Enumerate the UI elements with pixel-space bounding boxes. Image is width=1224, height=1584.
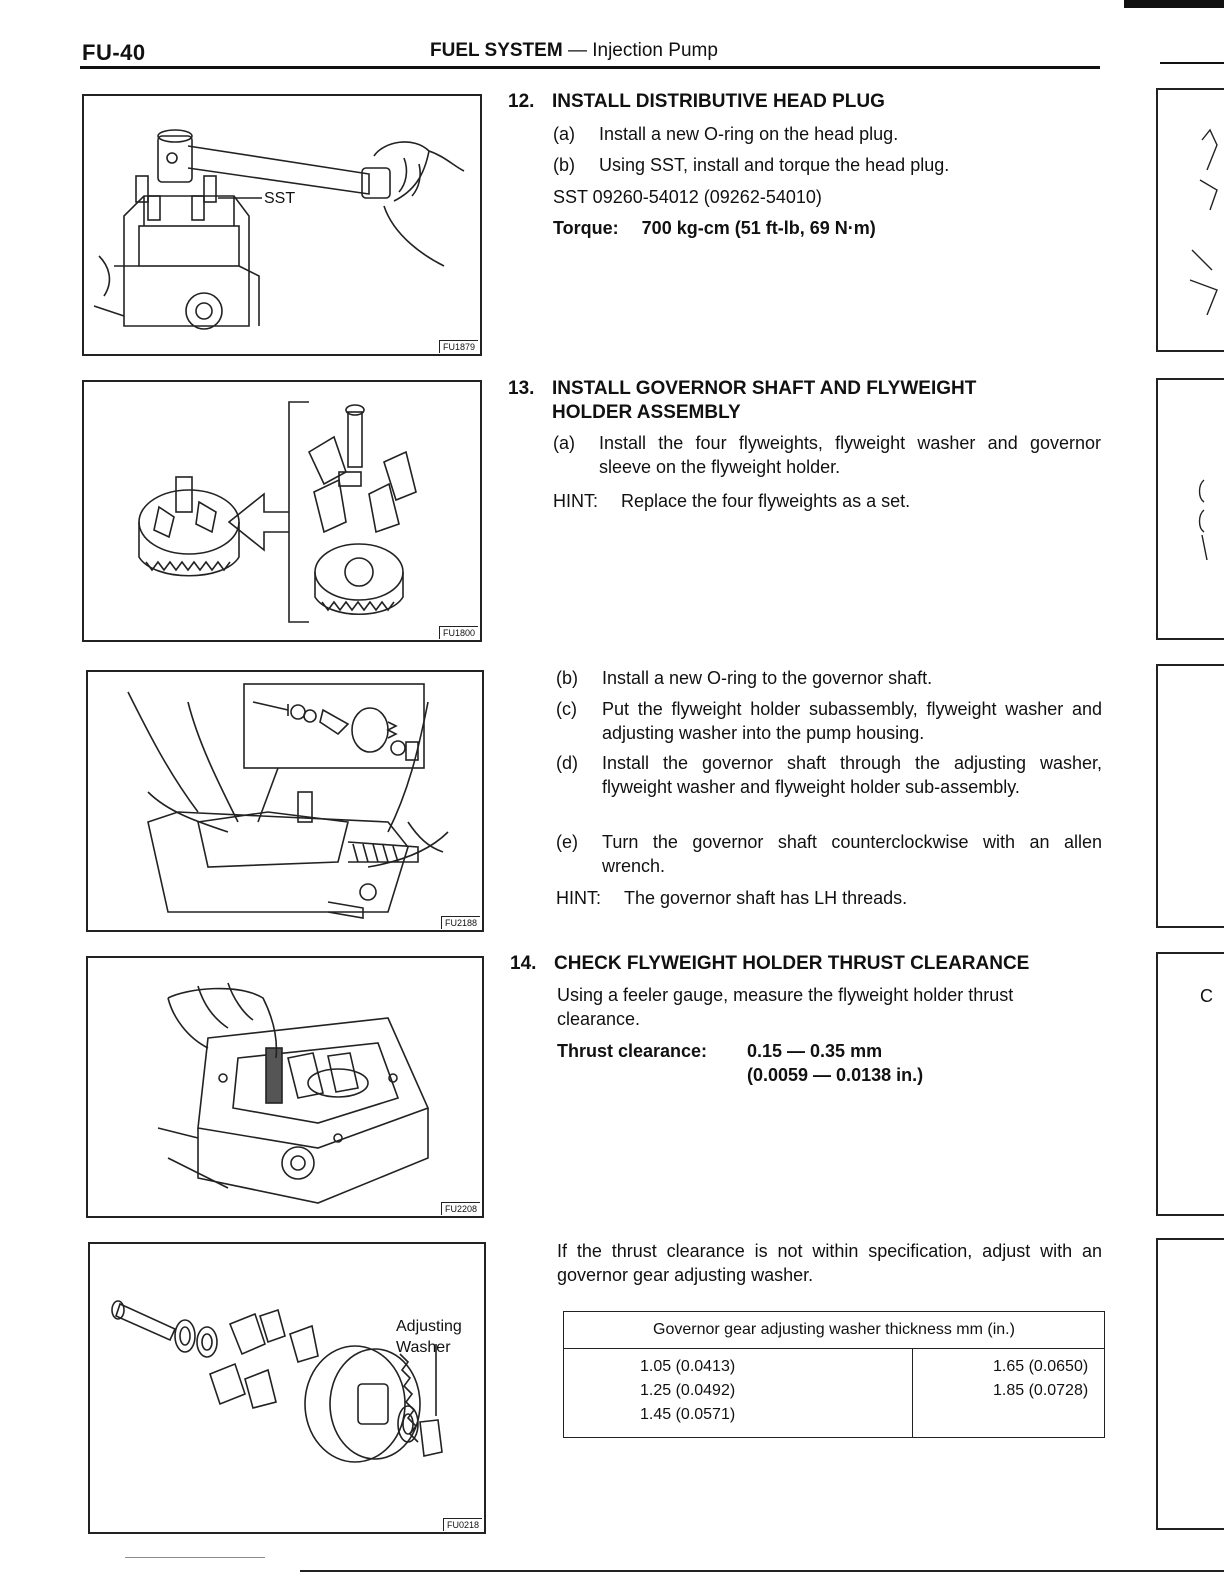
thrust-clearance-spec <box>557 1039 1097 1091</box>
step-13-e <box>556 830 1102 880</box>
sub-label: (a) <box>553 433 575 453</box>
hint-text: Replace the four flyweights as a set. <box>621 491 911 511</box>
sub-text: Put the flyweight holder subassembly, flyweight washer and adjusting washer into the pump housing. <box>602 699 1102 743</box>
step-12-heading <box>508 90 1108 116</box>
hint-label: HINT: <box>553 491 598 511</box>
label-line-1: Adjusting <box>396 1318 462 1335</box>
sst-number: SST 09260-54012 (09262-54010) <box>553 187 822 207</box>
step-13-b <box>556 666 1102 692</box>
sst-label: SST <box>264 190 296 207</box>
hint-text: The governor shaft has LH threads. <box>624 888 908 908</box>
torque-value: 700 kg-cm (51 ft-lb, 69 N·m) <box>641 218 876 238</box>
sub-label: (b) <box>556 668 578 688</box>
step-13-d <box>556 751 1102 825</box>
step-13-heading <box>508 377 1108 429</box>
margin-tab-2 <box>1156 378 1224 640</box>
figure-feeler-gauge <box>86 956 484 1218</box>
margin-tab-art <box>1162 390 1222 630</box>
sub-text: Install a new O-ring on the head plug. <box>599 124 899 144</box>
spec-label: Thrust clearance: <box>557 1041 708 1061</box>
figure-code: FU2208 <box>441 1202 480 1215</box>
sub-text: Install the governor shaft through the adjusting washer, flyweight washer and flyweight holder sub-assembly. <box>602 753 1102 797</box>
table-col-1 <box>564 1349 913 1438</box>
torque-label: Torque: <box>553 218 619 238</box>
margin-tab-1 <box>1156 88 1224 352</box>
step-number: 13. <box>508 378 535 399</box>
governor-shaft-illustration <box>88 672 482 930</box>
title-line-1: INSTALL GOVERNOR SHAFT AND FLYWEIGHT <box>552 378 977 399</box>
torque-spec <box>553 218 876 239</box>
sub-text: Turn the governor shaft counterclockwise with an allen wrench. <box>602 832 1102 876</box>
head-plug-illustration <box>84 96 480 354</box>
corner-mark <box>1124 0 1224 8</box>
step-14-text: Using a feeler gauge, measure the flyweight holder thrust clearance. <box>557 985 1014 1029</box>
step-13-a <box>553 431 1101 481</box>
step-13-c <box>556 697 1102 747</box>
page-header-title <box>430 40 718 62</box>
spec-value-in: (0.0059 — 0.0138 in.) <box>747 1065 924 1085</box>
table-header: Governor gear adjusting washer thickness mm (in.) <box>564 1312 1105 1349</box>
figure-adjusting-washer <box>88 1242 486 1534</box>
step-13-hint <box>553 489 910 513</box>
side-rule <box>1160 62 1224 64</box>
page-code: FU-40 <box>82 40 146 65</box>
section-title: FUEL SYSTEM <box>430 40 563 61</box>
sub-text: Install a new O-ring to the governor shaft. <box>602 668 933 688</box>
figure-code: FU1879 <box>439 340 478 353</box>
figure-code: FU1800 <box>439 626 478 639</box>
adjust-instruction: If the thrust clearance is not within specification, adjust with an governor gear adjusting washer. <box>557 1241 1102 1285</box>
step-12-b <box>553 153 1103 179</box>
sub-label: (a) <box>553 124 575 144</box>
subsection-title: Injection Pump <box>592 40 718 61</box>
table-cell: 1.45 (0.0571) <box>640 1406 736 1423</box>
table-cell: 1.05 (0.0413) <box>640 1358 736 1375</box>
margin-tab-4 <box>1156 952 1224 1216</box>
bottom-rule <box>300 1570 1224 1572</box>
feeler-gauge-illustration <box>88 958 482 1216</box>
margin-tab-3 <box>1156 664 1224 928</box>
figure-code: FU0218 <box>443 1518 482 1531</box>
sub-label: (d) <box>556 753 578 773</box>
table-col-2 <box>913 1349 1105 1438</box>
margin-letter: C <box>1200 986 1213 1006</box>
step-title <box>552 377 1052 425</box>
figure-governor-shaft <box>86 670 484 932</box>
margin-tab-art <box>1162 100 1222 340</box>
step-title: INSTALL DISTRIBUTIVE HEAD PLUG <box>552 91 885 112</box>
sub-text: Install the four flyweights, flyweight washer and governor sleeve on the flyweight holder. <box>599 433 1101 477</box>
step-14-heading <box>510 952 1110 978</box>
table-cell: 1.65 (0.0650) <box>993 1358 1089 1375</box>
title-line-2: HOLDER ASSEMBLY <box>552 402 741 423</box>
header-separator: — <box>567 40 587 61</box>
sub-label: (e) <box>556 832 578 852</box>
washer-thickness-table <box>563 1311 1105 1438</box>
bottom-blue-mark <box>125 1557 265 1558</box>
label-line-2: Washer <box>396 1339 451 1356</box>
figure-head-plug <box>82 94 482 356</box>
figure-flyweight-holder <box>82 380 482 642</box>
step-number: 14. <box>510 953 537 974</box>
adjusting-washer-illustration <box>90 1244 484 1532</box>
adjusting-washer-label <box>396 1316 462 1358</box>
step-title: CHECK FLYWEIGHT HOLDER THRUST CLEARANCE <box>554 953 1030 974</box>
figure-code: FU2188 <box>441 916 480 929</box>
sub-label: (b) <box>553 155 575 175</box>
spec-value-mm: 0.15 — 0.35 mm <box>747 1041 883 1061</box>
sub-text: Using SST, install and torque the head plug. <box>599 155 950 175</box>
flyweight-holder-illustration <box>84 382 480 640</box>
header-rule <box>80 66 1100 69</box>
table-cell: 1.25 (0.0492) <box>640 1382 736 1399</box>
hint-label: HINT: <box>556 888 601 908</box>
sub-label: (c) <box>556 699 577 719</box>
table-cell: 1.85 (0.0728) <box>993 1382 1089 1399</box>
step-13-hint-2 <box>556 886 907 910</box>
margin-tab-5 <box>1156 1238 1224 1530</box>
step-12-a <box>553 122 1103 148</box>
step-number: 12. <box>508 91 535 112</box>
